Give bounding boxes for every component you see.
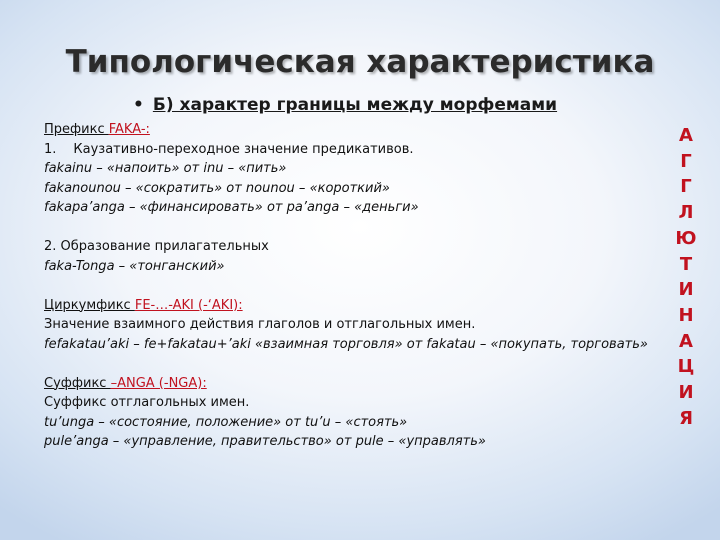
spacer: [44, 218, 659, 238]
example-gloss: – «управление, правительство» от pule – «управлять»: [108, 434, 486, 449]
prefix-point-1-number: 1.: [44, 141, 57, 157]
prefix-label: Префикс: [44, 122, 109, 137]
example-gloss: – «состояние, положение» от tu’u – «стоять»: [94, 414, 408, 430]
suffix-example-1: [44, 413, 659, 433]
spacer: [44, 276, 659, 296]
prefix-example-2: [44, 179, 659, 199]
suffix-description: Суффикс отглагольных имен.: [44, 395, 250, 410]
spacer: [44, 354, 659, 374]
example-word: fakapa’anga: [44, 200, 125, 215]
prefix-marker: FAKA-:: [108, 122, 150, 137]
side-letter: Г: [680, 176, 692, 198]
side-letter: Л: [678, 202, 694, 224]
example-gloss: – «сократить» от nounou – «короткий»: [120, 180, 390, 196]
prefix-point-1: [44, 140, 659, 160]
side-letter: Ц: [677, 356, 695, 378]
side-letter: И: [678, 382, 694, 404]
circumfix-marker: FE-…-AKI (-‘AKI):: [134, 297, 243, 313]
side-letter: Ю: [675, 227, 697, 249]
subtitle: [133, 95, 557, 115]
side-letter: Г: [680, 150, 692, 172]
example-gloss: – «напоить» от inu – «пить»: [92, 161, 287, 176]
prefix-heading: [44, 120, 659, 140]
side-letters: [672, 123, 700, 431]
side-letter: Н: [678, 304, 694, 326]
subtitle-text: Б) характер границы между морфемами: [152, 95, 558, 115]
example-word: fakainu: [44, 161, 93, 176]
side-letter: Т: [679, 253, 693, 275]
circumfix-description: Значение взаимного действия глаголов и отглагольных имен.: [44, 317, 476, 332]
example-gloss: – «финансировать» от pa’anga – «деньги»: [124, 200, 419, 215]
prefix-point-1-text: Каузативно-переходное значение предикативов.: [73, 141, 414, 157]
example-gloss: – «тонганский»: [114, 258, 225, 274]
circumfix-heading: [44, 296, 659, 316]
example-word: tu’unga: [44, 414, 95, 430]
example-word: pule’anga: [44, 434, 109, 449]
side-letter: Я: [679, 407, 693, 429]
prefix-example-4: [44, 257, 659, 277]
example-gloss: – fe+fakatau+’aki «взаимная торговля» от fakatau – «покупать, торговать»: [129, 336, 648, 352]
side-letter: А: [679, 125, 693, 146]
example-word: faka-Tonga: [44, 258, 115, 274]
slide-title: Типологическая характеристика: [65, 44, 655, 80]
prefix-point-2: 2. Образование прилагательных: [44, 239, 269, 254]
suffix-example-2: [44, 432, 659, 452]
suffix-label: Суффикс: [44, 375, 111, 391]
example-word: fakanounou: [44, 180, 121, 196]
circumfix-label: Циркумфикс: [44, 297, 135, 313]
slide-content: [44, 120, 659, 452]
example-word: fefakatau’aki: [44, 336, 130, 352]
suffix-marker: –ANGA (-NGA):: [110, 375, 207, 391]
side-letter: И: [678, 279, 694, 301]
prefix-example-3: [44, 198, 659, 218]
suffix-heading: [44, 374, 659, 394]
bullet: •: [133, 95, 144, 115]
prefix-example-1: [44, 159, 659, 179]
side-letter: А: [679, 330, 693, 352]
circumfix-example: [44, 335, 659, 355]
